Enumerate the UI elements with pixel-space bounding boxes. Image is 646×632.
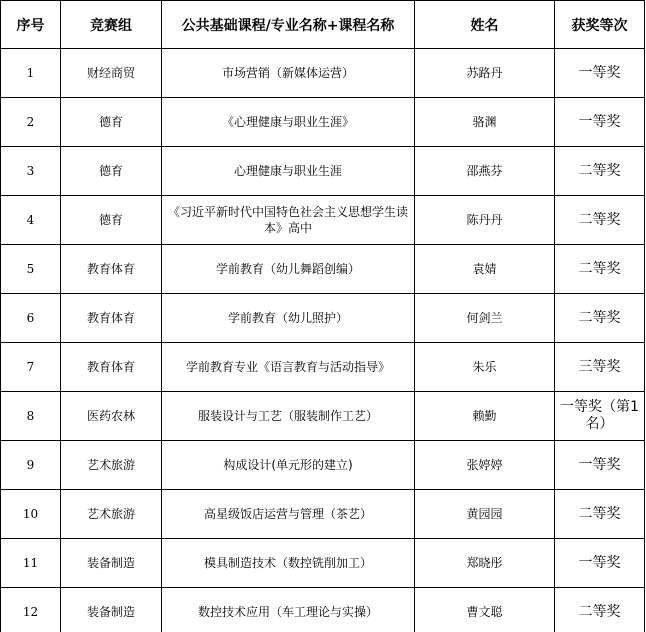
table-row bbox=[1, 98, 645, 147]
cell-course[interactable]: 构成设计(单元形的建立) bbox=[162, 441, 415, 490]
cell-course[interactable]: 《习近平新时代中国特色社会主义思想学生读本》高中 bbox=[162, 196, 415, 245]
header-group[interactable]: 竞赛组 bbox=[61, 1, 162, 49]
cell-name[interactable]: 何剑兰 bbox=[415, 294, 555, 343]
table-row bbox=[1, 343, 645, 392]
cell-group[interactable]: 装备制造 bbox=[61, 539, 162, 588]
cell-name[interactable]: 郑晓彤 bbox=[415, 539, 555, 588]
cell-course[interactable]: 高星级饭店运营与管理（茶艺） bbox=[162, 490, 415, 539]
cell-course[interactable]: 《心理健康与职业生涯》 bbox=[162, 98, 415, 147]
cell-seq[interactable]: 5 bbox=[1, 245, 61, 294]
header-award[interactable]: 获奖等次 bbox=[555, 1, 645, 49]
cell-award[interactable]: 一等奖 bbox=[555, 98, 645, 147]
cell-group[interactable]: 医药农林 bbox=[61, 392, 162, 441]
table-row bbox=[1, 245, 645, 294]
table-row bbox=[1, 392, 645, 441]
cell-seq[interactable]: 1 bbox=[1, 49, 61, 98]
table-row bbox=[1, 196, 645, 245]
cell-group[interactable]: 财经商贸 bbox=[61, 49, 162, 98]
cell-seq[interactable]: 3 bbox=[1, 147, 61, 196]
cell-award[interactable]: 三等奖 bbox=[555, 343, 645, 392]
cell-course[interactable]: 学前教育专业《语言教育与活动指导》 bbox=[162, 343, 415, 392]
table-row bbox=[1, 147, 645, 196]
cell-seq[interactable]: 4 bbox=[1, 196, 61, 245]
cell-course[interactable]: 学前教育（幼儿舞蹈创编） bbox=[162, 245, 415, 294]
cell-seq[interactable]: 11 bbox=[1, 539, 61, 588]
table-row bbox=[1, 441, 645, 490]
header-seq[interactable]: 序号 bbox=[1, 1, 61, 49]
cell-seq[interactable]: 10 bbox=[1, 490, 61, 539]
cell-name[interactable]: 黄园园 bbox=[415, 490, 555, 539]
cell-group[interactable]: 艺术旅游 bbox=[61, 441, 162, 490]
cell-name[interactable]: 朱乐 bbox=[415, 343, 555, 392]
cell-name[interactable]: 骆渊 bbox=[415, 98, 555, 147]
cell-seq[interactable]: 12 bbox=[1, 588, 61, 632]
header-course[interactable]: 公共基础课程/专业名称+课程名称 bbox=[162, 1, 415, 49]
header-name[interactable]: 姓名 bbox=[415, 1, 555, 49]
cell-group[interactable]: 教育体育 bbox=[61, 245, 162, 294]
table-row bbox=[1, 490, 645, 539]
cell-award[interactable]: 一等奖 bbox=[555, 539, 645, 588]
cell-course[interactable]: 服装设计与工艺（服装制作工艺） bbox=[162, 392, 415, 441]
cell-award[interactable]: 一等奖（第1名） bbox=[555, 392, 645, 441]
cell-award[interactable]: 二等奖 bbox=[555, 294, 645, 343]
cell-seq[interactable]: 6 bbox=[1, 294, 61, 343]
cell-group[interactable]: 德育 bbox=[61, 196, 162, 245]
cell-seq[interactable]: 9 bbox=[1, 441, 61, 490]
table-row bbox=[1, 294, 645, 343]
cell-group[interactable]: 艺术旅游 bbox=[61, 490, 162, 539]
cell-name[interactable]: 赖勤 bbox=[415, 392, 555, 441]
cell-award[interactable]: 二等奖 bbox=[555, 147, 645, 196]
cell-award[interactable]: 二等奖 bbox=[555, 245, 645, 294]
cell-name[interactable]: 苏路丹 bbox=[415, 49, 555, 98]
cell-group[interactable]: 教育体育 bbox=[61, 294, 162, 343]
cell-name[interactable]: 张婷婷 bbox=[415, 441, 555, 490]
cell-award[interactable]: 一等奖 bbox=[555, 49, 645, 98]
cell-name[interactable]: 邵燕芬 bbox=[415, 147, 555, 196]
cell-award[interactable]: 二等奖 bbox=[555, 196, 645, 245]
cell-group[interactable]: 装备制造 bbox=[61, 588, 162, 632]
cell-name[interactable]: 袁婧 bbox=[415, 245, 555, 294]
header-row bbox=[1, 1, 645, 49]
cell-award[interactable]: 一等奖 bbox=[555, 441, 645, 490]
table-row bbox=[1, 588, 645, 632]
table-row bbox=[1, 49, 645, 98]
table-row bbox=[1, 539, 645, 588]
cell-seq[interactable]: 2 bbox=[1, 98, 61, 147]
cell-course[interactable]: 市场营销（新媒体运营） bbox=[162, 49, 415, 98]
table-body bbox=[1, 49, 645, 632]
cell-group[interactable]: 德育 bbox=[61, 147, 162, 196]
cell-group[interactable]: 教育体育 bbox=[61, 343, 162, 392]
cell-seq[interactable]: 7 bbox=[1, 343, 61, 392]
cell-award[interactable]: 二等奖 bbox=[555, 490, 645, 539]
cell-course[interactable]: 模具制造技术（数控铣削加工） bbox=[162, 539, 415, 588]
cell-course[interactable]: 心理健康与职业生涯 bbox=[162, 147, 415, 196]
cell-award[interactable]: 二等奖 bbox=[555, 588, 645, 632]
cell-name[interactable]: 曹文聪 bbox=[415, 588, 555, 632]
cell-group[interactable]: 德育 bbox=[61, 98, 162, 147]
cell-name[interactable]: 陈丹丹 bbox=[415, 196, 555, 245]
cell-course[interactable]: 数控技术应用（车工理论与实操） bbox=[162, 588, 415, 632]
cell-course[interactable]: 学前教育（幼儿照护） bbox=[162, 294, 415, 343]
cell-seq[interactable]: 8 bbox=[1, 392, 61, 441]
